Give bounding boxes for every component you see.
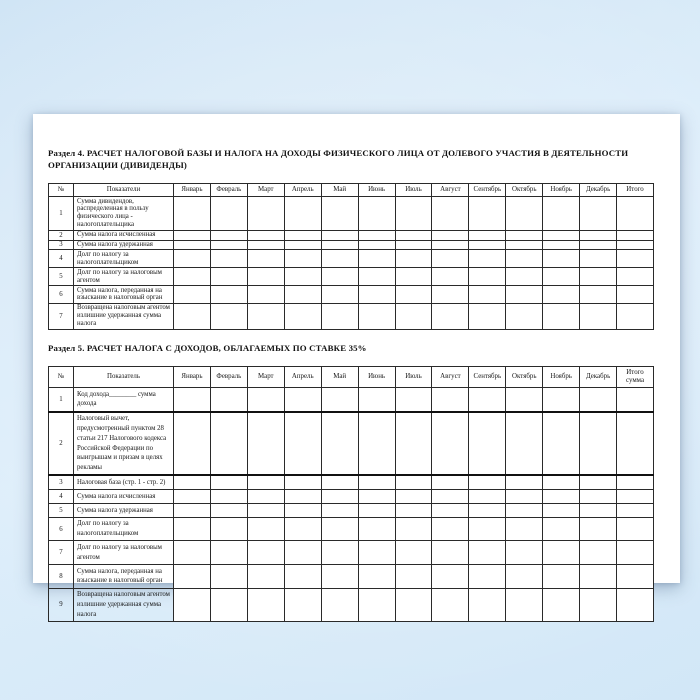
data-cell-empty [543, 286, 580, 304]
data-cell-empty [395, 303, 432, 329]
data-cell-empty [210, 565, 247, 589]
data-cell-empty [284, 565, 321, 589]
data-cell-empty [358, 517, 395, 541]
data-cell-empty [321, 490, 358, 504]
data-cell-empty [469, 541, 506, 565]
data-cell-empty [284, 475, 321, 489]
row-number-cell: 2 [49, 412, 74, 476]
data-cell-empty [543, 588, 580, 621]
data-cell-empty [617, 197, 654, 231]
data-cell-empty [543, 517, 580, 541]
data-cell-empty [174, 490, 211, 504]
data-cell-empty [543, 240, 580, 250]
data-cell-empty [321, 541, 358, 565]
data-cell-empty [358, 303, 395, 329]
data-cell-empty [210, 475, 247, 489]
data-cell-empty [284, 197, 321, 231]
data-cell-empty [432, 541, 469, 565]
month-header-cell: Февраль [210, 367, 247, 388]
data-cell-empty [174, 388, 211, 412]
data-cell-empty [506, 490, 543, 504]
data-cell-empty [321, 230, 358, 240]
row-label-cell: Долг по налогу за налогоплательщиком [74, 250, 174, 268]
data-cell-empty [506, 268, 543, 286]
row-number-cell: 4 [49, 490, 74, 504]
data-cell-empty [358, 240, 395, 250]
data-cell-empty [543, 541, 580, 565]
data-cell-empty [174, 412, 211, 476]
row-number-cell: 2 [49, 230, 74, 240]
row-label-cell: Сумма налога удержанная [74, 504, 174, 518]
table-row [49, 286, 654, 304]
table-row [49, 588, 654, 621]
month-header-cell: Сентябрь [469, 184, 506, 197]
data-cell-empty [247, 475, 284, 489]
data-cell-empty [174, 197, 211, 231]
data-cell-empty [469, 490, 506, 504]
data-cell-empty [358, 565, 395, 589]
data-cell-empty [395, 250, 432, 268]
data-cell-empty [395, 517, 432, 541]
table-row [49, 541, 654, 565]
data-cell-empty [506, 504, 543, 518]
month-header-cell: Ноябрь [543, 367, 580, 388]
month-header-cell: Январь [174, 367, 211, 388]
data-cell-empty [395, 388, 432, 412]
data-cell-empty [543, 303, 580, 329]
table-row [49, 517, 654, 541]
data-cell-empty [580, 250, 617, 268]
data-cell-empty [174, 588, 211, 621]
data-cell-empty [395, 504, 432, 518]
data-cell-empty [210, 303, 247, 329]
data-cell-empty [506, 197, 543, 231]
table-row [49, 504, 654, 518]
data-cell-empty [580, 541, 617, 565]
data-cell-empty [395, 490, 432, 504]
data-cell-empty [210, 286, 247, 304]
data-cell-empty [210, 240, 247, 250]
data-cell-empty [432, 490, 469, 504]
table-row [49, 240, 654, 250]
data-cell-empty [506, 412, 543, 476]
data-cell-empty [395, 412, 432, 476]
data-cell-empty [506, 517, 543, 541]
total-header-cell: Итого сумма [617, 367, 654, 388]
data-cell-empty [469, 412, 506, 476]
data-cell-empty [543, 412, 580, 476]
data-cell-empty [284, 240, 321, 250]
data-cell-empty [432, 388, 469, 412]
row-label-cell: Долг по налогу за налоговым агентом [74, 268, 174, 286]
data-cell-empty [469, 303, 506, 329]
data-cell-empty [432, 303, 469, 329]
row-number-cell: 6 [49, 286, 74, 304]
data-cell-empty [506, 541, 543, 565]
indicator-header-cell: Показатели [74, 184, 174, 197]
data-cell-empty [174, 303, 211, 329]
section5-table [48, 366, 654, 622]
data-cell-empty [617, 565, 654, 589]
data-cell-empty [617, 541, 654, 565]
data-cell-empty [543, 475, 580, 489]
data-cell-empty [247, 541, 284, 565]
table-row [49, 303, 654, 329]
month-header-cell: Октябрь [506, 184, 543, 197]
data-cell-empty [506, 303, 543, 329]
data-cell-empty [506, 250, 543, 268]
row-label-cell: Сумма налога исчисленная [74, 490, 174, 504]
data-cell-empty [506, 588, 543, 621]
data-cell-empty [210, 541, 247, 565]
data-cell-empty [580, 588, 617, 621]
data-cell-empty [469, 268, 506, 286]
month-header-cell: Май [321, 367, 358, 388]
total-header-cell: Итого [617, 184, 654, 197]
data-cell-empty [284, 412, 321, 476]
data-cell-empty [432, 412, 469, 476]
month-header-cell: Январь [174, 184, 211, 197]
data-cell-empty [321, 588, 358, 621]
data-cell-empty [469, 504, 506, 518]
row-label-cell: Возвращена налоговым агентом излишние удержанная сумма налога [74, 588, 174, 621]
data-cell-empty [469, 286, 506, 304]
data-cell-empty [617, 412, 654, 476]
data-cell-empty [432, 517, 469, 541]
data-cell-empty [543, 250, 580, 268]
month-header-cell: Июль [395, 367, 432, 388]
month-header-cell: Март [247, 367, 284, 388]
data-cell-empty [469, 588, 506, 621]
data-cell-empty [395, 475, 432, 489]
data-cell-empty [543, 504, 580, 518]
table-row [49, 230, 654, 240]
table-row [49, 565, 654, 589]
data-cell-empty [432, 268, 469, 286]
month-header-cell: Сентябрь [469, 367, 506, 388]
data-cell-empty [247, 286, 284, 304]
section4-title-line1: Раздел 4. РАСЧЕТ НАЛОГОВОЙ БАЗЫ И НАЛОГА НА ДОХОДЫ ФИЗИЧЕСКОГО ЛИЦА ОТ ДОЛЕВОГО УЧАСТИЯ В ДЕЯТЕЛЬНОСТИ [48, 148, 629, 158]
month-header-cell: Июль [395, 184, 432, 197]
table-header-row [49, 184, 654, 197]
row-label-cell: Сумма дивидендов, распределенная в пользу физического лица - налогоплательщика [74, 197, 174, 231]
data-cell-empty [395, 268, 432, 286]
table-row [49, 388, 654, 412]
data-cell-empty [469, 388, 506, 412]
data-cell-empty [321, 565, 358, 589]
number-header-cell: № [49, 367, 74, 388]
row-number-cell: 1 [49, 197, 74, 231]
data-cell-empty [174, 268, 211, 286]
data-cell-empty [617, 475, 654, 489]
data-cell-empty [617, 250, 654, 268]
data-cell-empty [358, 286, 395, 304]
data-cell-empty [321, 268, 358, 286]
data-cell-empty [580, 504, 617, 518]
data-cell-empty [247, 412, 284, 476]
data-cell-empty [506, 388, 543, 412]
section4-table [48, 183, 654, 330]
row-label-cell: Сумма налога исчисленная [74, 230, 174, 240]
row-number-cell: 4 [49, 250, 74, 268]
data-cell-empty [210, 388, 247, 412]
data-cell-empty [358, 412, 395, 476]
data-cell-empty [580, 286, 617, 304]
data-cell-empty [617, 490, 654, 504]
data-cell-empty [284, 517, 321, 541]
data-cell-empty [358, 268, 395, 286]
data-cell-empty [617, 388, 654, 412]
data-cell-empty [358, 197, 395, 231]
data-cell-empty [469, 475, 506, 489]
row-label-cell: Долг по налогу за налогоплательщиком [74, 517, 174, 541]
data-cell-empty [580, 490, 617, 504]
data-cell-empty [210, 504, 247, 518]
data-cell-empty [284, 303, 321, 329]
row-number-cell: 7 [49, 303, 74, 329]
data-cell-empty [284, 286, 321, 304]
row-label-cell: Код дохода________ сумма дохода [74, 388, 174, 412]
data-cell-empty [506, 475, 543, 489]
data-cell-empty [210, 412, 247, 476]
data-cell-empty [469, 240, 506, 250]
data-cell-empty [210, 268, 247, 286]
month-header-cell: Февраль [210, 184, 247, 197]
data-cell-empty [580, 475, 617, 489]
data-cell-empty [321, 286, 358, 304]
data-cell-empty [617, 268, 654, 286]
data-cell-empty [358, 588, 395, 621]
data-cell-empty [358, 475, 395, 489]
data-cell-empty [506, 286, 543, 304]
data-cell-empty [432, 588, 469, 621]
data-cell-empty [395, 588, 432, 621]
data-cell-empty [321, 388, 358, 412]
row-number-cell: 5 [49, 504, 74, 518]
data-cell-empty [174, 286, 211, 304]
row-number-cell: 1 [49, 388, 74, 412]
month-header-cell: Декабрь [580, 184, 617, 197]
month-header-cell: Октябрь [506, 367, 543, 388]
data-cell-empty [395, 240, 432, 250]
data-cell-empty [174, 517, 211, 541]
data-cell-empty [358, 490, 395, 504]
data-cell-empty [174, 250, 211, 268]
data-cell-empty [284, 504, 321, 518]
row-number-cell: 9 [49, 588, 74, 621]
section5-title-line1: Раздел 5. РАСЧЕТ НАЛОГА С ДОХОДОВ, ОБЛАГАЕМЫХ ПО СТАВКЕ 35% [48, 342, 367, 353]
row-number-cell: 5 [49, 268, 74, 286]
data-cell-empty [247, 504, 284, 518]
data-cell-empty [284, 250, 321, 268]
month-header-cell: Апрель [284, 184, 321, 197]
table-row [49, 412, 654, 476]
data-cell-empty [580, 303, 617, 329]
data-cell-empty [543, 388, 580, 412]
section4-title-line2: ОРГАНИЗАЦИИ (ДИВИДЕНДЫ) [48, 159, 187, 170]
data-cell-empty [247, 268, 284, 286]
data-cell-empty [395, 230, 432, 240]
month-header-cell: Апрель [284, 367, 321, 388]
data-cell-empty [358, 388, 395, 412]
data-cell-empty [174, 475, 211, 489]
data-cell-empty [543, 230, 580, 240]
data-cell-empty [210, 197, 247, 231]
table-header-row [49, 367, 654, 388]
data-cell-empty [247, 588, 284, 621]
data-cell-empty [617, 240, 654, 250]
data-cell-empty [284, 268, 321, 286]
row-number-cell: 3 [49, 475, 74, 489]
row-label-cell: Налоговая база (стр. 1 - стр. 2) [74, 475, 174, 489]
data-cell-empty [432, 475, 469, 489]
table-row [49, 268, 654, 286]
data-cell-empty [321, 303, 358, 329]
data-cell-empty [358, 504, 395, 518]
data-cell-empty [321, 517, 358, 541]
month-header-cell: Июнь [358, 184, 395, 197]
data-cell-empty [174, 565, 211, 589]
data-cell-empty [617, 588, 654, 621]
data-cell-empty [174, 230, 211, 240]
data-cell-empty [469, 250, 506, 268]
data-cell-empty [543, 268, 580, 286]
month-header-cell: Август [432, 367, 469, 388]
data-cell-empty [247, 197, 284, 231]
data-cell-empty [395, 541, 432, 565]
data-cell-empty [174, 240, 211, 250]
month-header-cell: Декабрь [580, 367, 617, 388]
data-cell-empty [580, 517, 617, 541]
data-cell-empty [580, 197, 617, 231]
data-cell-empty [506, 230, 543, 240]
data-cell-empty [580, 268, 617, 286]
data-cell-empty [395, 197, 432, 231]
data-cell-empty [284, 230, 321, 240]
data-cell-empty [358, 250, 395, 268]
data-cell-empty [469, 517, 506, 541]
data-cell-empty [247, 490, 284, 504]
data-cell-empty [321, 240, 358, 250]
data-cell-empty [321, 250, 358, 268]
data-cell-empty [543, 565, 580, 589]
data-cell-empty [358, 230, 395, 240]
data-cell-empty [432, 504, 469, 518]
month-header-cell: Май [321, 184, 358, 197]
month-header-cell: Июнь [358, 367, 395, 388]
data-cell-empty [174, 541, 211, 565]
number-header-cell: № [49, 184, 74, 197]
row-label-cell: Долг по налогу за налоговым агентом [74, 541, 174, 565]
row-label-cell: Сумма налога, переданная на взыскание в налоговый орган [74, 565, 174, 589]
month-header-cell: Август [432, 184, 469, 197]
data-cell-empty [580, 412, 617, 476]
data-cell-empty [247, 303, 284, 329]
data-cell-empty [580, 388, 617, 412]
data-cell-empty [284, 388, 321, 412]
data-cell-empty [210, 230, 247, 240]
month-header-cell: Ноябрь [543, 184, 580, 197]
document-page [33, 114, 680, 618]
data-cell-empty [580, 240, 617, 250]
data-cell-empty [247, 565, 284, 589]
table-row [49, 490, 654, 504]
data-cell-empty [506, 565, 543, 589]
row-label-cell: Возвращена налоговым агентом излишние удержанная сумма налога [74, 303, 174, 329]
data-cell-empty [247, 388, 284, 412]
row-number-cell: 7 [49, 541, 74, 565]
data-cell-empty [432, 230, 469, 240]
data-cell-empty [506, 240, 543, 250]
data-cell-empty [174, 504, 211, 518]
data-cell-empty [321, 197, 358, 231]
row-label-cell: Налоговый вычет, предусмотренный пунктом 28 статьи 217 Налогового кодекса Российской Федерации по выигрышам и призам в целях рекламы [74, 412, 174, 476]
section5-title [48, 343, 653, 355]
data-cell-empty [543, 490, 580, 504]
data-cell-empty [247, 517, 284, 541]
data-cell-empty [247, 250, 284, 268]
data-cell-empty [210, 250, 247, 268]
data-cell-empty [284, 490, 321, 504]
row-label-cell: Сумма налога удержанная [74, 240, 174, 250]
indicator-header-cell: Показатель [74, 367, 174, 388]
data-cell-empty [432, 565, 469, 589]
data-cell-empty [617, 286, 654, 304]
data-cell-empty [580, 565, 617, 589]
data-cell-empty [210, 517, 247, 541]
data-cell-empty [617, 303, 654, 329]
data-cell-empty [395, 286, 432, 304]
data-cell-empty [432, 250, 469, 268]
data-cell-empty [469, 197, 506, 231]
data-cell-empty [210, 490, 247, 504]
data-cell-empty [247, 240, 284, 250]
row-number-cell: 3 [49, 240, 74, 250]
data-cell-empty [543, 197, 580, 231]
row-label-cell: Сумма налога, переданная на взыскание в налоговый орган [74, 286, 174, 304]
table-row [49, 250, 654, 268]
data-cell-empty [321, 475, 358, 489]
month-header-cell: Март [247, 184, 284, 197]
data-cell-empty [432, 240, 469, 250]
data-cell-empty [395, 565, 432, 589]
data-cell-empty [617, 517, 654, 541]
data-cell-empty [284, 588, 321, 621]
table-row [49, 197, 654, 231]
data-cell-empty [284, 541, 321, 565]
row-number-cell: 8 [49, 565, 74, 589]
data-cell-empty [580, 230, 617, 240]
row-number-cell: 6 [49, 517, 74, 541]
data-cell-empty [469, 230, 506, 240]
data-cell-empty [321, 412, 358, 476]
data-cell-empty [617, 504, 654, 518]
data-cell-empty [469, 565, 506, 589]
data-cell-empty [321, 504, 358, 518]
data-cell-empty [210, 588, 247, 621]
data-cell-empty [432, 286, 469, 304]
table-row [49, 475, 654, 489]
data-cell-empty [358, 541, 395, 565]
data-cell-empty [432, 197, 469, 231]
data-cell-empty [247, 230, 284, 240]
section4-title [48, 148, 653, 171]
data-cell-empty [617, 230, 654, 240]
